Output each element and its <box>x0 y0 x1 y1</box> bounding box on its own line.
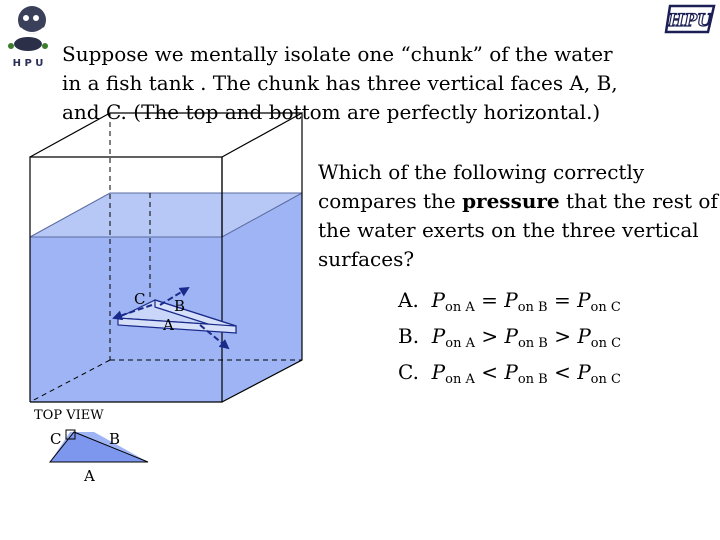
intro-paragraph: Suppose we mentally isolate one “chunk” of the water in a fish tank . The chunk has three vertical faces A, B, and C. (The top and bottom are perfectly horizontal.) <box>62 42 618 124</box>
subscript: on B <box>517 300 548 315</box>
pressure-symbol: P <box>577 324 591 348</box>
top-view-label-c: C <box>50 430 62 448</box>
choice-letter: C. <box>398 360 419 384</box>
choice-letter: B. <box>398 324 420 348</box>
question-text-after: that the rest of the water exerts on the three vertical surfaces? <box>318 189 718 271</box>
face-label-a: A <box>163 316 174 334</box>
operator: < <box>481 360 498 384</box>
pressure-symbol: P <box>431 288 445 312</box>
pressure-symbol: P <box>431 324 446 348</box>
face-label-c: C <box>134 290 146 308</box>
pressure-symbol: P <box>504 360 518 384</box>
subscript: on A <box>445 336 475 351</box>
subscript: on C <box>590 300 621 315</box>
subscript: on C <box>590 372 621 387</box>
operator: = <box>553 288 571 312</box>
top-view-title: TOP VIEW <box>34 408 104 423</box>
operator: > <box>481 324 499 348</box>
pressure-symbol: P <box>504 324 518 348</box>
operator: = <box>481 288 498 312</box>
pressure-symbol: P <box>504 288 518 312</box>
face-label-b: B <box>174 297 186 315</box>
operator: > <box>554 324 571 348</box>
logo-right-text: HPU <box>668 11 712 31</box>
top-view-label-a: A <box>84 467 95 485</box>
question-text-before: Which of the following correctly compares the <box>318 160 645 213</box>
subscript: on B <box>517 372 548 387</box>
pressure-symbol: P <box>577 360 591 384</box>
subscript: on A <box>445 300 475 315</box>
choice-letter: A. <box>398 288 419 312</box>
subscript: on B <box>517 336 548 351</box>
subscript: on A <box>445 372 475 387</box>
operator: < <box>554 360 571 384</box>
logo-left-text: H P U <box>12 58 44 69</box>
subscript: on C <box>590 336 622 351</box>
pressure-symbol: P <box>577 288 591 312</box>
pressure-symbol: P <box>431 360 446 384</box>
question-bold-word: pressure <box>462 189 560 213</box>
top-view-label-b: B <box>109 430 121 448</box>
